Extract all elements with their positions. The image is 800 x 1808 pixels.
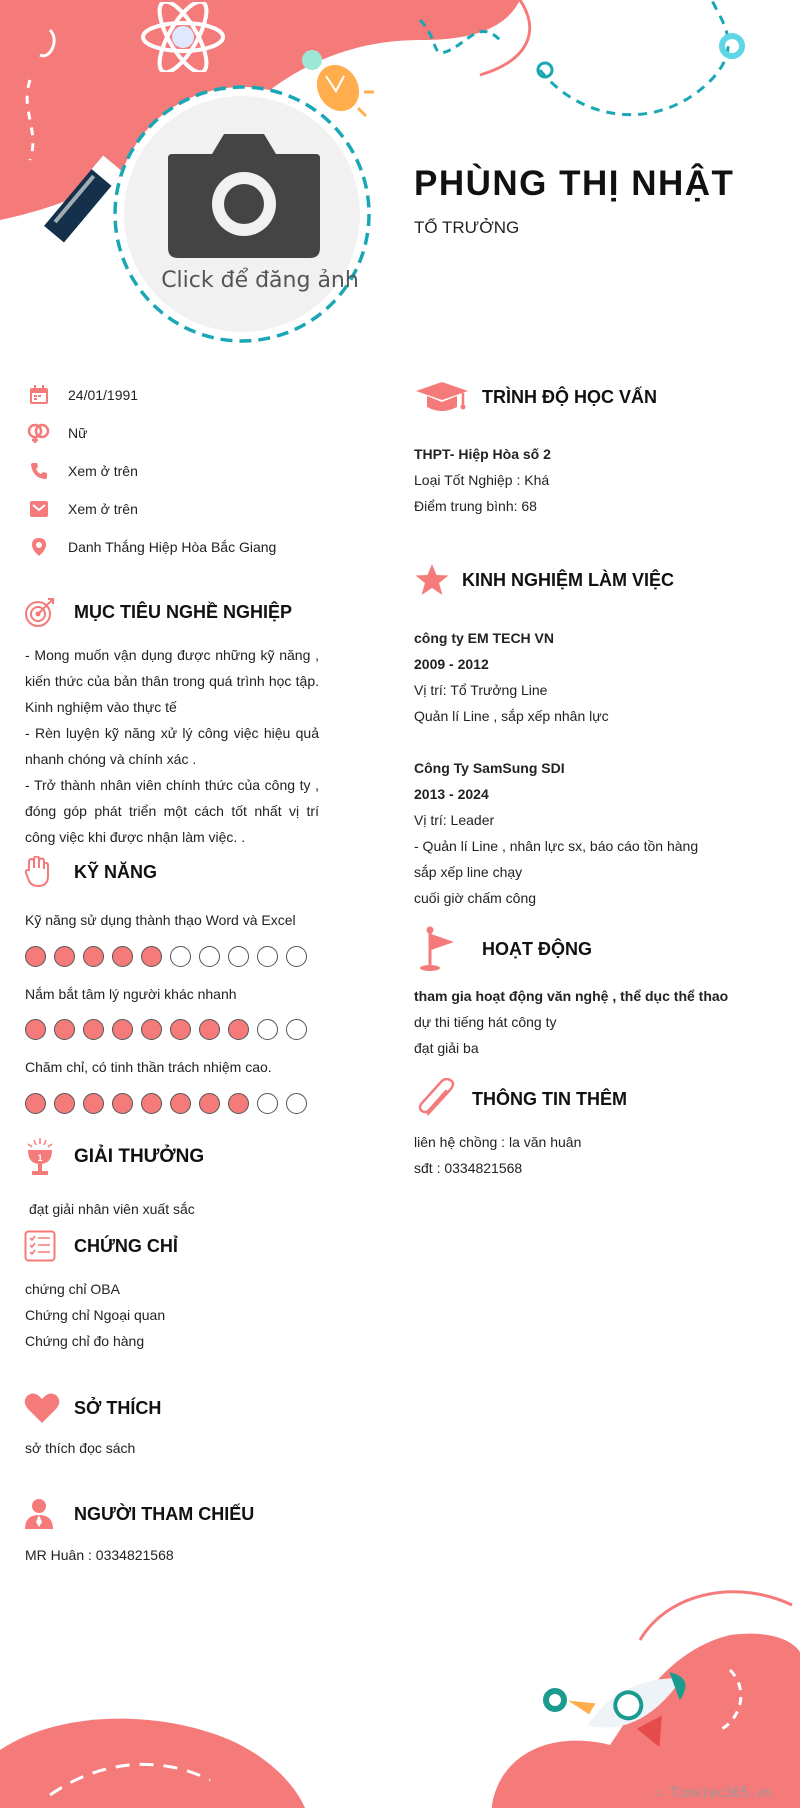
education-school: THPT- Hiệp Hòa số 2 [414,446,551,462]
job-period: 2013 - 2024 [414,786,489,802]
rating-dot-filled [228,1093,249,1114]
skill-rating [25,1093,307,1114]
job-company: Công Ty SamSung SDI [414,760,565,776]
decor-bottom-right [480,1580,800,1808]
phone-icon [24,456,54,486]
flag-icon [418,926,462,972]
gender-icon [24,418,54,448]
heart-icon [24,1392,60,1424]
target-icon [24,596,56,628]
certificate-item: chứng chỉ OBA [25,1281,120,1297]
candidate-role: TỔ TRƯỞNG [414,218,520,237]
rating-dot-empty [257,1093,278,1114]
contact-gender [24,418,87,448]
section-title: TRÌNH ĐỘ HỌC VẤN [482,386,657,407]
objective-line: - Trở thành nhân viên chính thức của công ty , đóng góp phát triển một cách tốt nhất vị trí công việc khi được nhận làm việc. . [25,777,319,845]
rating-dot-empty [199,946,220,967]
activity-headline: tham gia hoạt động văn nghệ , thể dục thể thao [414,988,729,1004]
hand-icon [24,856,50,888]
rating-dot-filled [112,1019,133,1040]
section-title: KỸ NĂNG [74,861,158,882]
rating-dot-filled [25,1093,46,1114]
decor-bottom-left [0,1690,320,1808]
education-line: Loại Tốt Nghiệp : Khá [414,472,550,488]
objective-text [25,642,319,850]
contact-text: Nữ [68,425,88,441]
certificate-item: Chứng chỉ Ngoại quan [25,1307,166,1323]
rating-dot-filled [112,1093,133,1114]
section-title: HOẠT ĐỘNG [482,938,592,959]
section-experience-header [414,563,674,597]
rating-dot-filled [54,1093,75,1114]
photo-label[interactable]: Click để đăng ảnh [161,268,359,293]
email-icon [24,494,54,524]
trophy-icon [24,1136,56,1178]
skill-label: Nắm bắt tâm lý người khác nhanh [25,986,237,1002]
section-objective-header [24,596,292,628]
section-title: KINH NGHIỆM LÀM VIỆC [462,569,675,590]
contact-address [24,532,276,562]
section-skills-header [24,856,157,888]
job-period: 2009 - 2012 [414,656,489,672]
camera-icon [164,124,324,264]
rating-dot-empty [228,946,249,967]
rating-dot-empty [286,946,307,967]
extra-details [414,1129,581,1181]
job-company: công ty EM TECH VN [414,630,555,646]
rating-dot-filled [83,1019,104,1040]
certificate-item: Chứng chỉ đo hàng [25,1333,145,1349]
job-line: - Quản lí Line , nhân lực sx, báo cáo tồn hàng [414,838,699,854]
section-certificates-header [24,1230,178,1262]
rating-dot-empty [170,946,191,967]
certificate-list [25,1276,165,1354]
section-extra-header [416,1078,627,1120]
contact-text: Xem ở trên [68,463,138,479]
rating-dot-filled [25,946,46,967]
extra-line: sđt : 0334821568 [414,1160,523,1176]
rating-dot-filled [54,946,75,967]
rating-dot-filled [141,946,162,967]
rating-dot-filled [54,1019,75,1040]
section-title: SỞ THÍCH [74,1397,162,1418]
reference-text: MR Huân : 0334821568 [25,1547,174,1563]
rating-dot-filled [83,946,104,967]
section-education-header [414,380,657,414]
experience-job [414,625,609,729]
candidate-name: PHÙNG THỊ NHẬT [414,164,735,203]
section-activities-header [418,926,592,972]
contact-phone [24,456,138,486]
job-line: sắp xếp line chạy [414,864,523,880]
contact-text: Danh Thắng Hiệp Hòa Bắc Giang [68,539,277,555]
section-hobbies-header [24,1392,161,1424]
section-awards-header [24,1136,204,1178]
rating-dot-filled [141,1093,162,1114]
paperclip-icon [416,1078,458,1120]
rating-dot-filled [112,946,133,967]
contact-birthday [24,380,138,410]
rating-dot-empty [286,1019,307,1040]
job-line: Quản lí Line , sắp xếp nhân lực [414,708,609,724]
rating-dot-empty [286,1093,307,1114]
atom-icon [138,2,228,72]
section-title: GIẢI THƯỞNG [74,1146,205,1167]
activity-line: đạt giải ba [414,1040,479,1056]
watermark: ∴ Timviec365.vn [654,1786,772,1801]
rating-dot-filled [25,1019,46,1040]
rating-dot-filled [199,1093,220,1114]
skill-label: Chăm chỉ, có tinh thần trách nhiệm cao. [25,1059,272,1075]
rating-dot-filled [83,1093,104,1114]
job-line: cuối giờ chấm công [414,890,537,906]
skill-label: Kỹ năng sử dụng thành thạo Word và Excel [25,912,296,928]
person-icon [24,1498,54,1530]
location-icon [24,532,54,562]
section-title: NGƯỜI THAM CHIẾU [74,1503,255,1524]
education-line: Điểm trung bình: 68 [414,498,537,514]
section-references-header [24,1498,254,1530]
section-title: THÔNG TIN THÊM [472,1088,627,1109]
skill-rating [25,946,307,967]
rating-dot-filled [228,1019,249,1040]
rating-dot-filled [141,1019,162,1040]
svg-text:1: 1 [37,1153,43,1163]
section-title: MỤC TIÊU NGHỀ NGHIỆP [74,601,293,622]
calendar-icon [24,380,54,410]
star-icon [414,563,450,597]
objective-line: - Rèn luyện kỹ năng xử lý công việc hiệu quả nhanh chóng và chính xác . [25,725,319,767]
hobby-text: sở thích đọc sách [25,1440,136,1456]
experience-job [414,755,698,911]
activity-line: dự thi tiếng hát công ty [414,1014,557,1030]
extra-line: liên hệ chồng : la văn huân [414,1134,582,1150]
activities-details [414,983,728,1061]
contact-text: Xem ở trên [68,501,138,517]
award-text: đạt giải nhân viên xuất sắc [29,1201,195,1217]
skill-rating [25,1019,307,1040]
job-line: Vị trí: Tổ Trưởng Line [414,682,548,698]
job-line: Vị trí: Leader [414,812,495,828]
section-title: CHỨNG CHỈ [74,1235,178,1256]
photo-upload[interactable] [112,84,372,344]
graduation-cap-icon [414,380,470,414]
rating-dot-filled [199,1019,220,1040]
contact-text: 24/01/1991 [68,387,139,403]
rating-dot-empty [257,946,278,967]
contact-email [24,494,138,524]
education-details [414,441,551,519]
rating-dot-filled [170,1093,191,1114]
rating-dot-empty [257,1019,278,1040]
objective-line: - Mong muốn vận dụng được những kỹ năng , kiến thức của bản thân trong quá trình học tập. Kinh nghiệm vào thực tế [25,647,319,715]
rating-dot-filled [170,1019,191,1040]
checklist-icon [24,1230,56,1262]
